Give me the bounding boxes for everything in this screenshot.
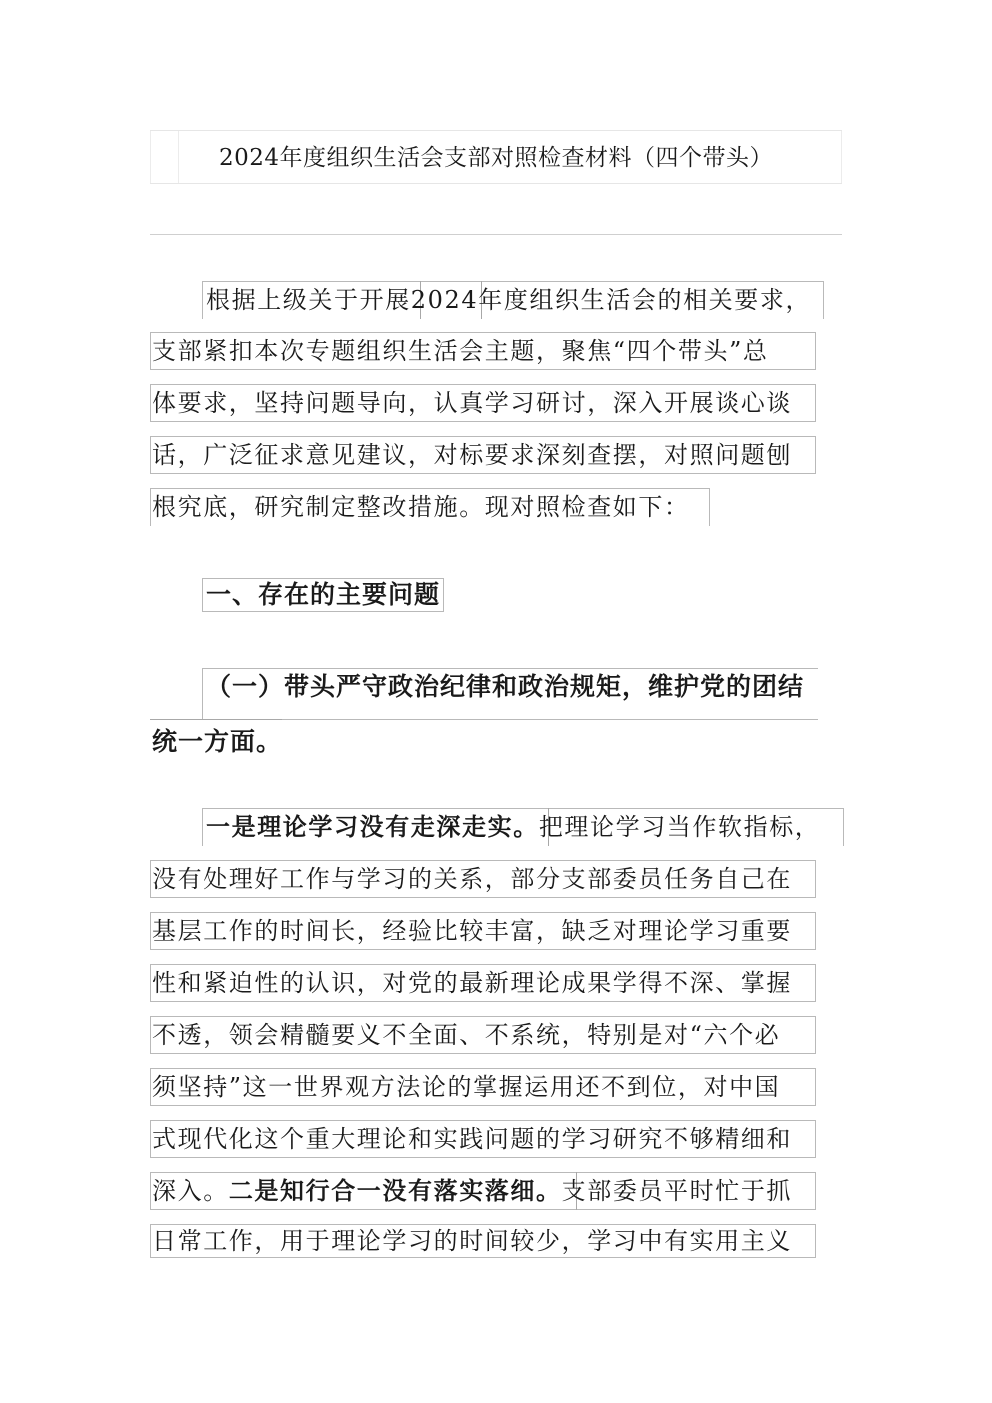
point-one-text: 把理论学习当作软指标， xyxy=(538,813,821,841)
body-line: 性和紧迫性的认识，对党的最新理论成果学得不深、掌握 xyxy=(152,969,792,997)
intro-line: 体要求，坚持问题导向，认真学习研讨，深入开展谈心谈 xyxy=(152,389,792,417)
title-divider xyxy=(150,234,842,235)
point-one-title: 一是理论学习没有走深走实。 xyxy=(206,812,539,841)
section-heading: 一、存在的主要问题 xyxy=(206,580,441,609)
document-title: 2024年度组织生活会支部对照检查材料（四个带头） xyxy=(218,145,774,171)
body-line: 须坚持”这一世界观方法论的掌握运用还不到位，对中国 xyxy=(152,1073,781,1101)
point-two-title: 二是知行合一没有落实落细。 xyxy=(228,1176,562,1205)
body-line: 基层工作的时间长，经验比较丰富，缺乏对理论学习重要 xyxy=(152,917,792,945)
body-line: 没有处理好工作与学习的关系，部分支部委员任务自己在 xyxy=(152,865,792,893)
subsection-line: 统一方面。 xyxy=(152,727,283,756)
intro-line: 根究底，研究制定整改措施。现对照检查如下： xyxy=(152,493,690,521)
body-line: 日常工作，用于理论学习的时间较少，学习中有实用主义 xyxy=(152,1227,792,1255)
intro-line: 话，广泛征求意见建议，对标要求深刻查摆，对照问题刨 xyxy=(152,441,792,469)
subsection-line: （一）带头严守政治纪律和政治规矩，维护党的团结 xyxy=(206,672,805,701)
body-line: 不透，领会精髓要义不全面、不系统，特别是对“六个必 xyxy=(152,1021,781,1049)
intro-line: 支部紧扣本次专题组织生活会主题，聚焦“四个带头”总 xyxy=(152,337,769,365)
title-box xyxy=(150,130,842,184)
body-line: 式现代化这个重大理论和实践问题的学习研究不够精细和 xyxy=(152,1125,792,1153)
intro-line: 根据上级关于开展2024年度组织生活会的相关要求， xyxy=(206,286,812,314)
point-two-lead: 深入。 xyxy=(152,1177,229,1205)
point-two-text: 支部委员平时忙于抓 xyxy=(561,1177,793,1205)
body-line xyxy=(152,1176,792,1206)
body-line xyxy=(206,812,820,842)
